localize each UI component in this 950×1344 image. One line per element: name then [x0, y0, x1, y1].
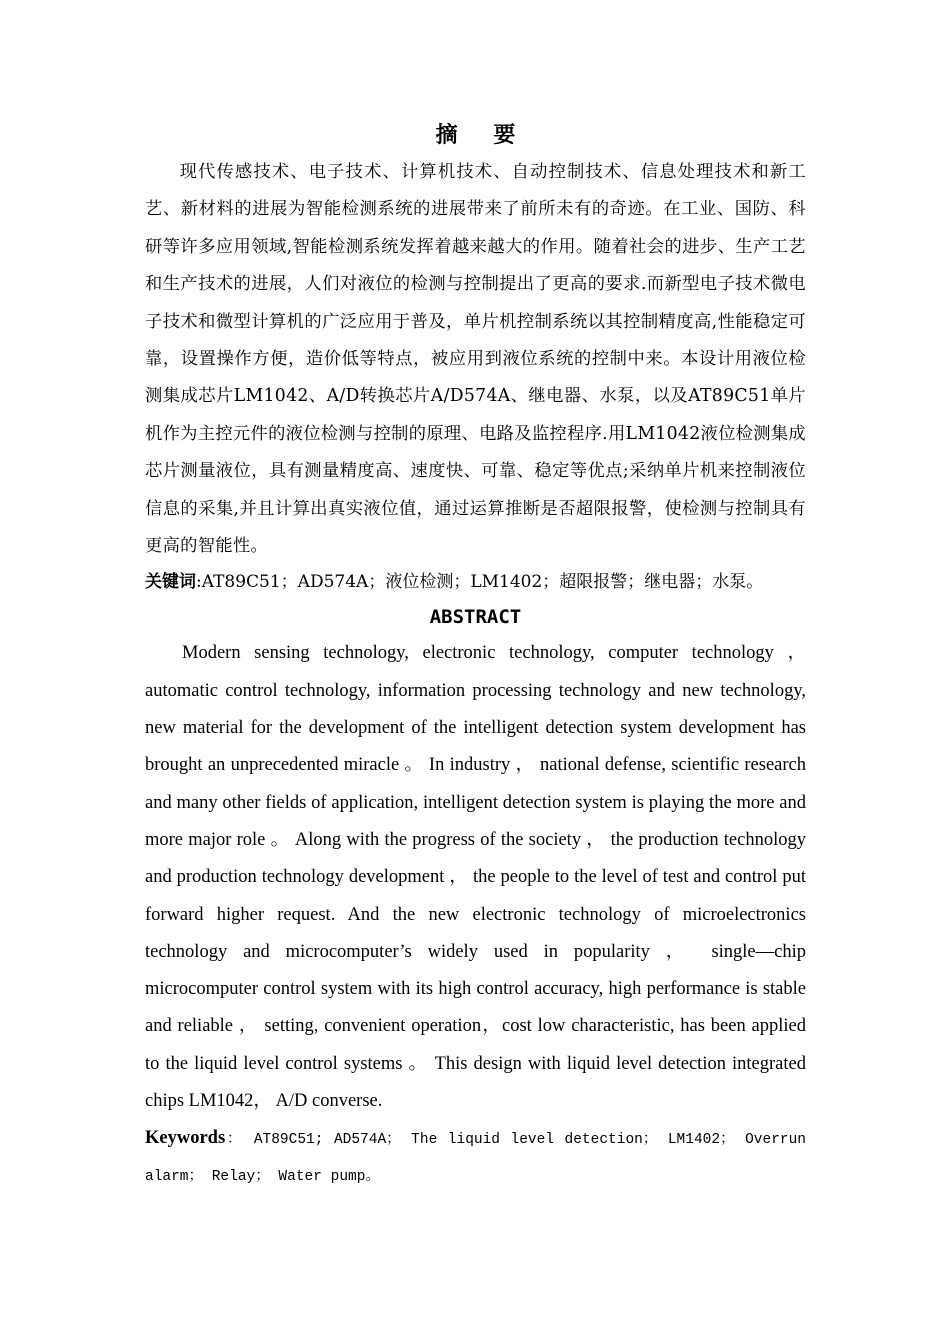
english-keywords-list: ： AT89C51; AD574A； The liquid level detection； LM1402； Overrun alarm； Relay； Water pump。 — [145, 1132, 806, 1186]
chinese-keywords-list: :AT89C51；AD574A；液位检测；LM1402；超限报警；继电器；水泵。 — [196, 572, 764, 593]
english-keywords — [145, 1120, 806, 1196]
chinese-abstract-body: 现代传感技术、电子技术、计算机技术、自动控制技术、信息处理技术和新工艺、新材料的进展为智能检测系统的进展带来了前所未有的奇迹。在工业、国防、科研等许多应用领域,智能检测系统发挥着越来越大的作用。随着社会的进步、生产工艺和生产技术的进展，人们对液位的检测与控制提出了更高的要求.而新型电子技术微电子技术和微型计算机的广泛应用于普及，单片机控制系统以其控制精度高,性能稳定可靠，设置操作方便，造价低等特点，被应用到液位系统的控制中来。本设计用液位检测集成芯片LM1042、A/D转换芯片A/D574A、继电器、水泵，以及AT89C51单片机作为主控元件的液位检测与控制的原理、电路及监控程序.用LM1042液位检测集成芯片测量液位，具有测量精度高、速度快、可靠、稳定等优点;采纳单片机来控制液位信息的采集,并且计算出真实液位值，通过运算推断是否超限报警，使检测与控制具有更高的智能性。 — [145, 162, 806, 557]
chinese-keywords-label: 关键词 — [145, 572, 196, 593]
chinese-abstract-title: 摘 要 — [435, 123, 530, 148]
document-page — [145, 118, 806, 1196]
english-abstract-body: Modern sensing technology, electronic technology, computer technology ，automatic control technology, information processing technology and new technology, new material for the development of the intelligent detection system development has brought an unprecedented miracle 。 In industry ， national defense, scientific research and many other fields of application, intelligent detection system is playing the more and more major role 。 Along with the progress of the society ， the production technology and production technology development ， the people to the level of test and control put forward higher request. And the new electronic technology of microelectronics technology and microcomputer’s widely used in popularity ， single—chip microcomputer control system with its high control accuracy, high performance is stable and reliable ， setting, convenient operation，cost low characteristic, has been applied to the liquid level control systems 。 This design with liquid level detection integrated chips LM1042， A/D converse. — [145, 643, 806, 1112]
chinese-keywords — [145, 565, 806, 599]
english-keywords-label: Keywords — [145, 1128, 226, 1149]
english-abstract-title: ABSTRACT — [429, 606, 522, 629]
